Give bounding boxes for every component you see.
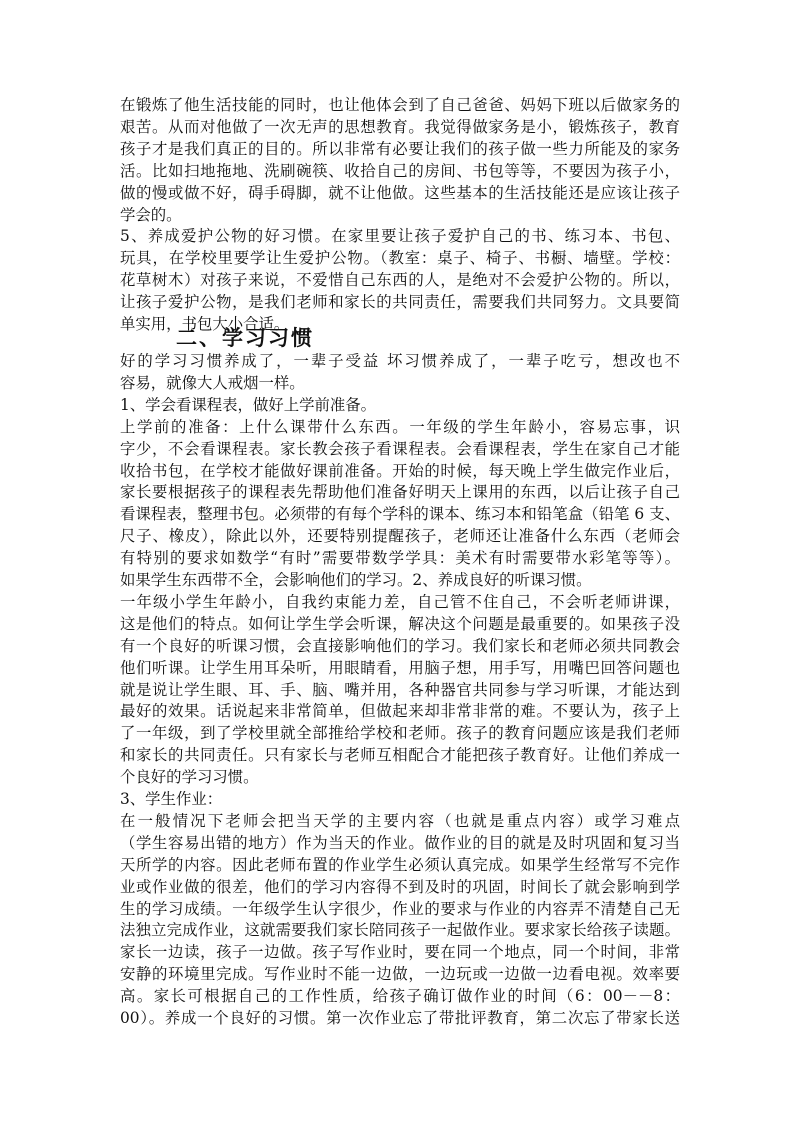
- text-line: 字少，不会看课程表。家长教会孩子看课程表。会看课程表，学生在家自己才能: [120, 439, 680, 458]
- text-line: 高。家长可根据自己的工作性质，给孩子确订做作业的时间（6：00－－8：: [120, 987, 680, 1006]
- text-line: 有一个良好的听课习惯，会直接影响他们的学习。我们家长和老师必须共同教会: [120, 636, 680, 655]
- text-line: 家长要根据孩子的课程表先帮助他们准备好明天上课用的东西，以后让孩子自己: [120, 483, 680, 502]
- text-line: 容易，就像大人戒烟一样。: [120, 373, 305, 392]
- text-line: 业或作业做的很差，他们的学习内容得不到及时的巩固，时间长了就会影响到学: [120, 877, 680, 896]
- text-line: 3、学生作业：: [120, 790, 223, 808]
- text-line: 让孩子爱护公物，是我们老师和家长的共同责任，需要我们共同努力。文具要简: [120, 293, 680, 312]
- text-line: 收拾书包，在学校才能做好课前准备。开始的时候，每天晚上学生做完作业后，: [120, 461, 680, 480]
- text-line: 家长一边读，孩子一边做。孩子写作业时，要在同一个地点，同一个时间，非常: [120, 943, 680, 962]
- text-line: （学生容易出错的地方）作为当天的作业。做作业的目的就是及时巩固和复习当: [120, 833, 680, 852]
- text-line: 生的学习成绩。一年级学生认字很少，作业的要求与作业的内容弄不清楚自己无: [120, 899, 680, 918]
- text-line: 学会的。: [120, 205, 182, 224]
- text-line: 玩具，在学校里要学让生爱护公物。（教室：桌子、椅子、书橱、墙壁。学校：: [120, 249, 680, 268]
- text-line: 这是他们的特点。如何让学生学会听课，解决这个问题是最重要的。如果孩子没: [120, 614, 680, 633]
- text-line: 他们听课。让学生用耳朵听，用眼睛看，用脑子想，用手写，用嘴巴回答问题也: [120, 658, 680, 677]
- text-line: 就是说让学生眼、耳、手、脑、嘴并用，各种器官共同参与学习听课，才能达到: [120, 680, 680, 699]
- text-line: 活。比如扫地拖地、洗刷碗筷、收拾自己的房间、书包等等，不要因为孩子小，: [120, 161, 680, 180]
- text-line: 5、养成爱护公物的好习惯。在家里要让孩子爱护自己的书、练习本、书包、: [120, 227, 680, 246]
- text-line: 最好的效果。话说起来非常简单，但做起来却非常非常的难。不要认为，孩子上: [120, 702, 680, 721]
- section-heading: 二、学习习惯: [176, 325, 314, 350]
- text-line: 安静的环境里完成。写作业时不能一边做，一边玩或一边做一边看电视。效率要: [120, 965, 680, 984]
- text-line: 好的学习习惯养成了，一辈子受益 坏习惯养成了，一辈子吃亏，想改也不: [120, 352, 680, 370]
- text-line: 1、学会看课程表，做好上学前准备。: [120, 395, 377, 414]
- text-line: 在锻炼了他生活技能的同时，也让他体会到了自己爸爸、妈妈下班以后做家务的: [120, 96, 680, 114]
- text-line: 做的慢或做不好，碍手碍脚，就不让他做。这些基本的生活技能还是应该让孩子: [120, 183, 680, 202]
- text-line: 孩子才是我们真正的目的。所以非常有必要让我们的孩子做一些力所能及的家务: [120, 139, 680, 158]
- text-line: 和家长的共同责任。只有家长与老师互相配合才能把孩子教育好。让他们养成一: [120, 746, 680, 765]
- text-line: 如果学生东西带不全，会影响他们的学习。2、养成良好的听课习惯。: [120, 571, 592, 589]
- text-line: 花草树木）对孩子来说，不爱惜自己东西的人，是绝对不会爱护公物的。所以，: [120, 271, 680, 290]
- text-line: 法独立完成作业，这就需要我们家长陪同孩子一起做作业。要求家长给孩子读题。: [120, 921, 680, 940]
- text-line: 艰苦。从而对他做了一次无声的思想教育。我觉得做家务是小，锻炼孩子，教育: [120, 117, 680, 136]
- text-line: 了一年级，到了学校里就全部推给学校和老师。孩子的教育问题应该是我们老师: [120, 724, 680, 743]
- text-line: 上学前的准备：上什么课带什么东西。一年级的学生年龄小，容易忘事，识: [120, 417, 680, 436]
- text-line: 有特别的要求如数学“有时”需要带数学学具：美术有时需要带水彩笔等等）。: [120, 549, 680, 568]
- text-line: 在一般情况下老师会把当天学的主要内容（也就是重点内容）或学习难点: [120, 811, 680, 830]
- text-line: 天所学的内容。因此老师布置的作业学生必须认真完成。如果学生经常写不完作: [120, 855, 680, 874]
- text-line: 一年级小学生年龄小，自我约束能力差，自己管不住自己，不会听老师讲课，: [120, 592, 680, 611]
- text-line: 单实用，书包大小合适。: [120, 315, 290, 333]
- text-line: 尺子、橡皮），除此以外，还要特别提醒孩子，老师还让准备什么东西（老师会: [120, 527, 680, 546]
- text-line: 00）。养成一个良好的习惯。第一次作业忘了带批评教育，第二次忘了带家长送: [120, 1009, 680, 1027]
- text-line: 看课程表，整理书包。必须带的有每个学科的课本、练习本和铅笔盒（铅笔 6 支、: [120, 505, 680, 524]
- text-line: 个良好的学习习惯。: [120, 768, 259, 787]
